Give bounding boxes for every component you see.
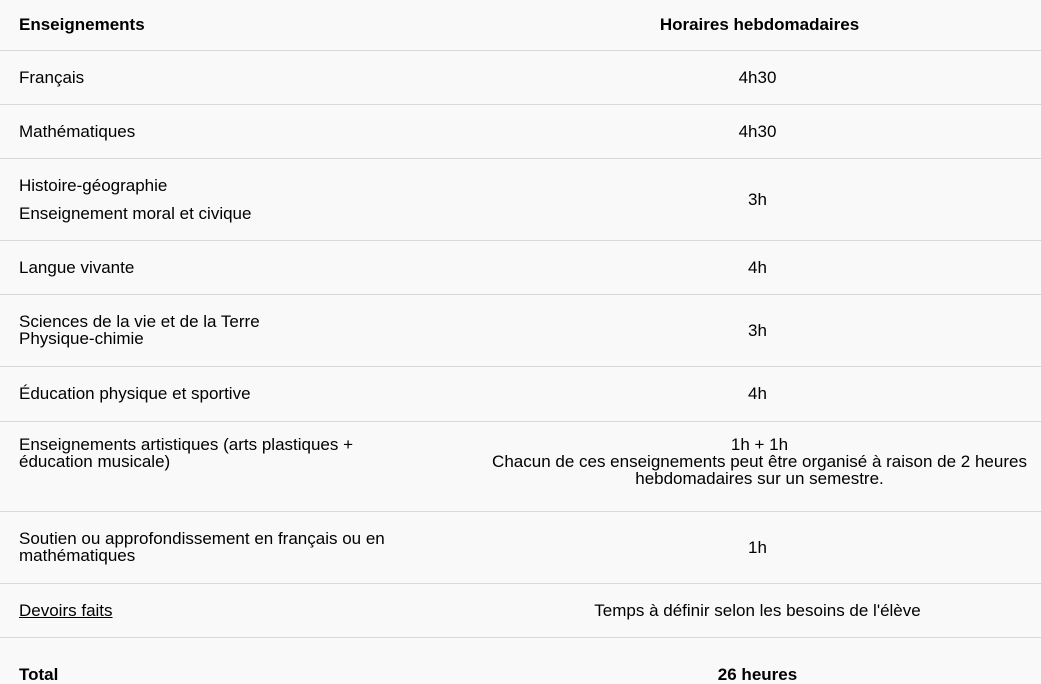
subject-text: Enseignements artistiques (arts plastiques + éducation musicale) [19,434,354,471]
table-row [0,240,1041,294]
table-row [0,294,1041,366]
subject-cell [0,158,478,240]
hours-cell: 4h30 [478,50,1041,104]
hours-cell [478,421,1041,511]
hours-note: Chacun de ces enseignements peut être organisé à raison de 2 heures hebdomadaires sur un semestre. [492,451,1027,488]
subject-cell [0,421,478,511]
hours-cell: 4h [478,240,1041,294]
subject-cell: Mathématiques [0,104,478,158]
total-row [0,637,1041,683]
hours-cell: 1h [478,511,1041,583]
column-header-weekly-hours: Horaires hebdomadaires [478,0,1041,50]
subject-cell [0,583,478,637]
hours-cell: 4h [478,366,1041,421]
subject-cell: Éducation physique et sportive [0,366,478,421]
hours-cell: 4h30 [478,104,1041,158]
subject-cell [0,511,478,583]
hours-value: 1h + 1h [730,434,789,454]
total-hours: 26 heures [717,665,798,684]
subject-cell: Langue vivante [0,240,478,294]
hours-cell: 3h [478,294,1041,366]
hours-cell: 3h [478,158,1041,240]
subject-line: Histoire-géographie [19,175,168,195]
column-header-subjects: Enseignements [0,0,478,50]
subject-line: Sciences de la vie et de la Terre [19,312,260,331]
table-row [0,583,1041,637]
subject-cell: Français [0,50,478,104]
table-row [0,104,1041,158]
table-row [0,50,1041,104]
total-label: Total [19,665,59,684]
table-row [0,158,1041,240]
subject-cell [0,294,478,366]
subject-line-second: Physique-chimie [19,329,144,348]
devoirs-faits-link[interactable]: Devoirs faits [19,600,113,620]
subject-line-second: Enseignement moral et civique [19,203,252,223]
table-row [0,511,1041,583]
table-row [0,366,1041,421]
table-header-row [0,0,1041,50]
hours-cell: Temps à définir selon les besoins de l'élève [478,583,1041,637]
table-row [0,421,1041,511]
subject-text: Soutien ou approfondissement en français ou en mathématiques [19,529,385,565]
